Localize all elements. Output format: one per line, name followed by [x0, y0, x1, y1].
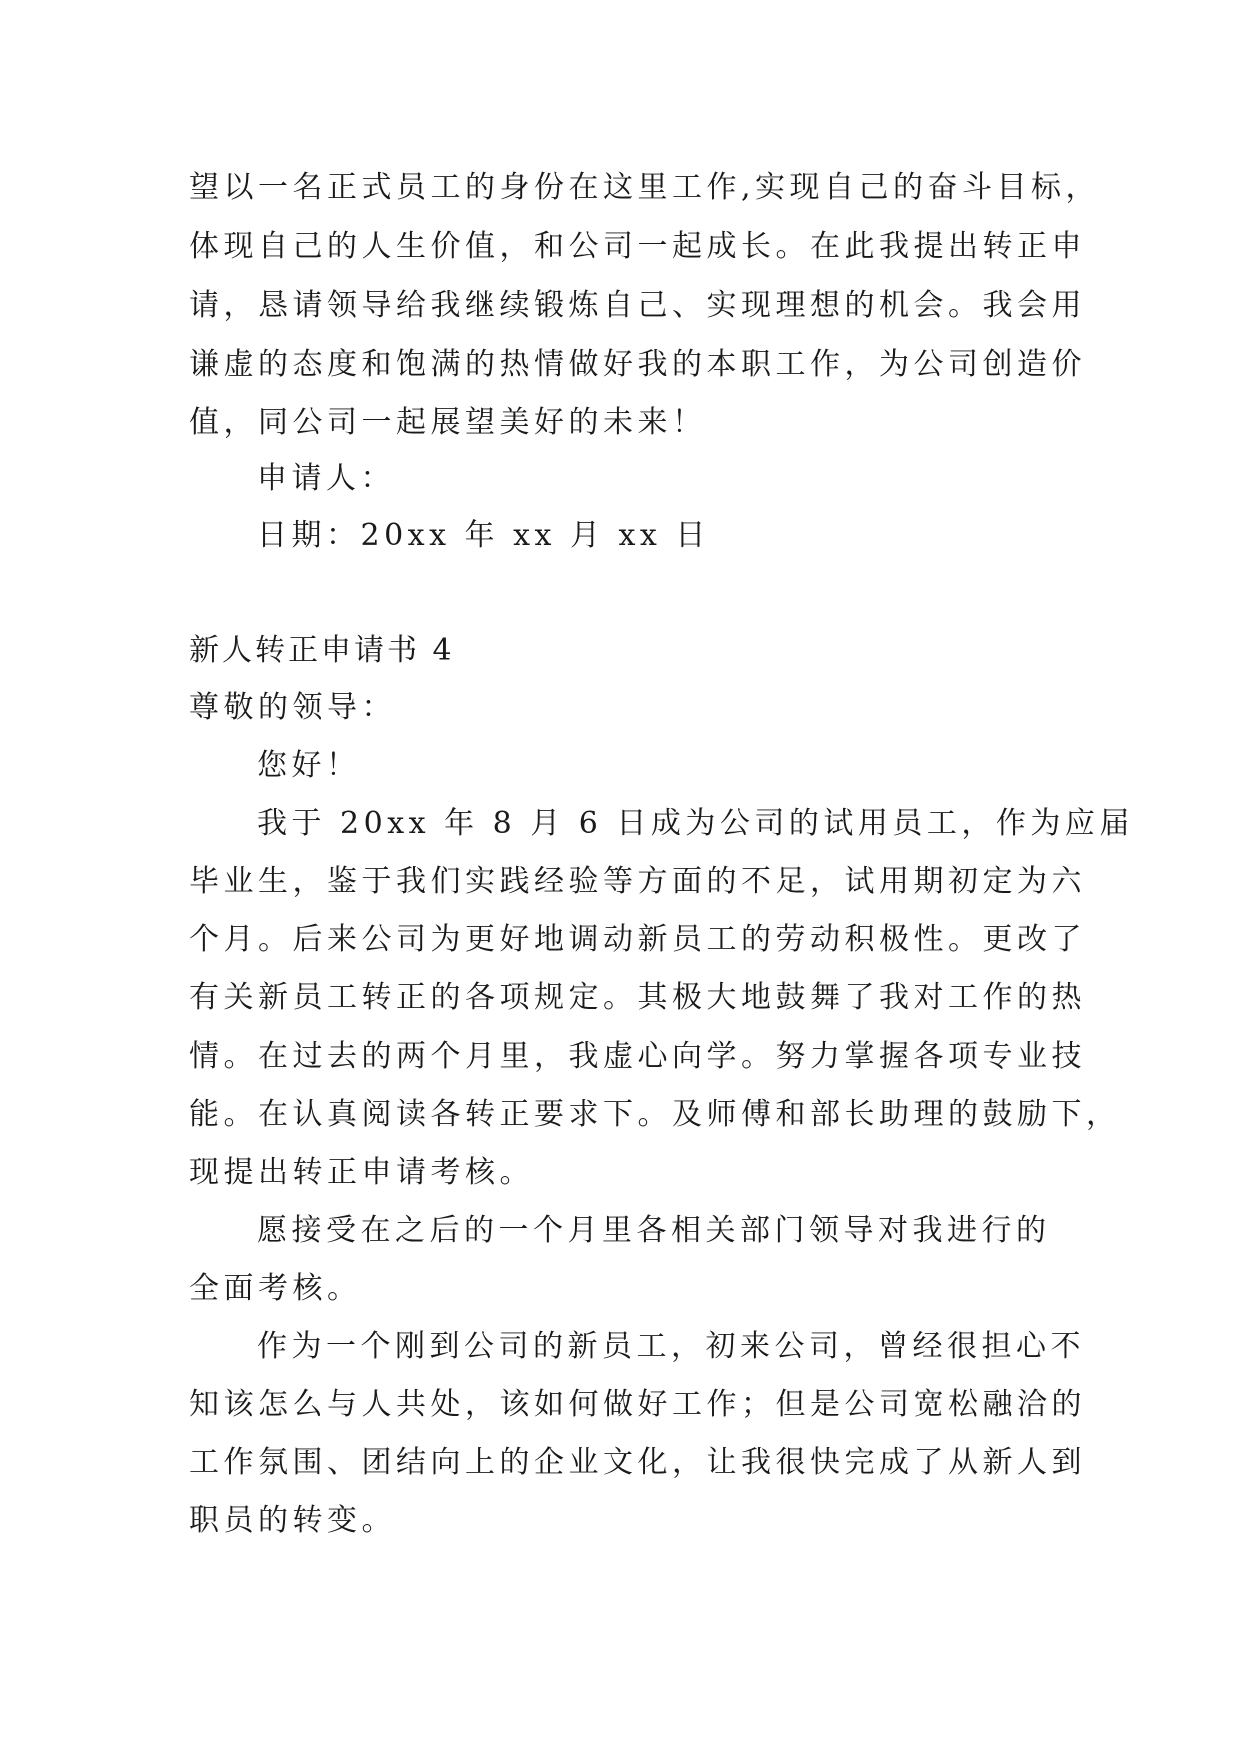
- section-title: 新人转正申请书 4: [189, 633, 455, 668]
- paragraph-line: 个月。后来公司为更好地调动新员工的劳动积极性。更改了: [189, 922, 1086, 957]
- paragraph-line: 值，同公司一起展望美好的未来！: [189, 405, 707, 440]
- paragraph-line: 望以一名正式员工的身份在这里工作,实现自己的奋斗目标，: [189, 170, 1101, 205]
- paragraph-line: 谦虚的态度和饱满的热情做好我的本职工作，为公司创造价: [189, 347, 1086, 382]
- applicant-label: 申请人：: [257, 461, 395, 496]
- paragraph-line: 请，恳请领导给我继续锻炼自己、实现理想的机会。我会用: [189, 288, 1086, 323]
- greeting: 您好！: [257, 748, 361, 783]
- paragraph-line: 现提出转正申请考核。: [189, 1155, 534, 1190]
- paragraph-line: 体现自己的人生价值，和公司一起成长。在此我提出转正申: [189, 229, 1086, 264]
- paragraph-line: 全面考核。: [189, 1271, 362, 1306]
- paragraph-line: 毕业生，鉴于我们实践经验等方面的不足，试用期初定为六: [189, 864, 1086, 899]
- paragraph-line: 情。在过去的两个月里，我虚心向学。努力掌握各项专业技: [189, 1039, 1086, 1074]
- paragraph-line: 知该怎么与人共处，该如何做好工作；但是公司宽松融洽的: [189, 1387, 1086, 1422]
- paragraph-line: 能。在认真阅读各转正要求下。及师傅和部长助理的鼓励下，: [189, 1097, 1121, 1132]
- paragraph-line: 职员的转变。: [189, 1503, 396, 1538]
- paragraph-line: 愿接受在之后的一个月里各相关部门领导对我进行的: [257, 1213, 1051, 1248]
- salutation: 尊敬的领导：: [189, 690, 396, 725]
- paragraph-line: 作为一个刚到公司的新员工，初来公司，曾经很担心不: [257, 1329, 1085, 1364]
- paragraph-line: 工作氛围、团结向上的企业文化，让我很快完成了从新人到: [189, 1445, 1086, 1480]
- paragraph-line: 有关新员工转正的各项规定。其极大地鼓舞了我对工作的热: [189, 980, 1086, 1015]
- date-line: 日期：20xx 年 xx 月 xx 日: [257, 518, 710, 553]
- paragraph-line: 我于 20xx 年 8 月 6 日成为公司的试用员工，作为应届: [257, 806, 1134, 841]
